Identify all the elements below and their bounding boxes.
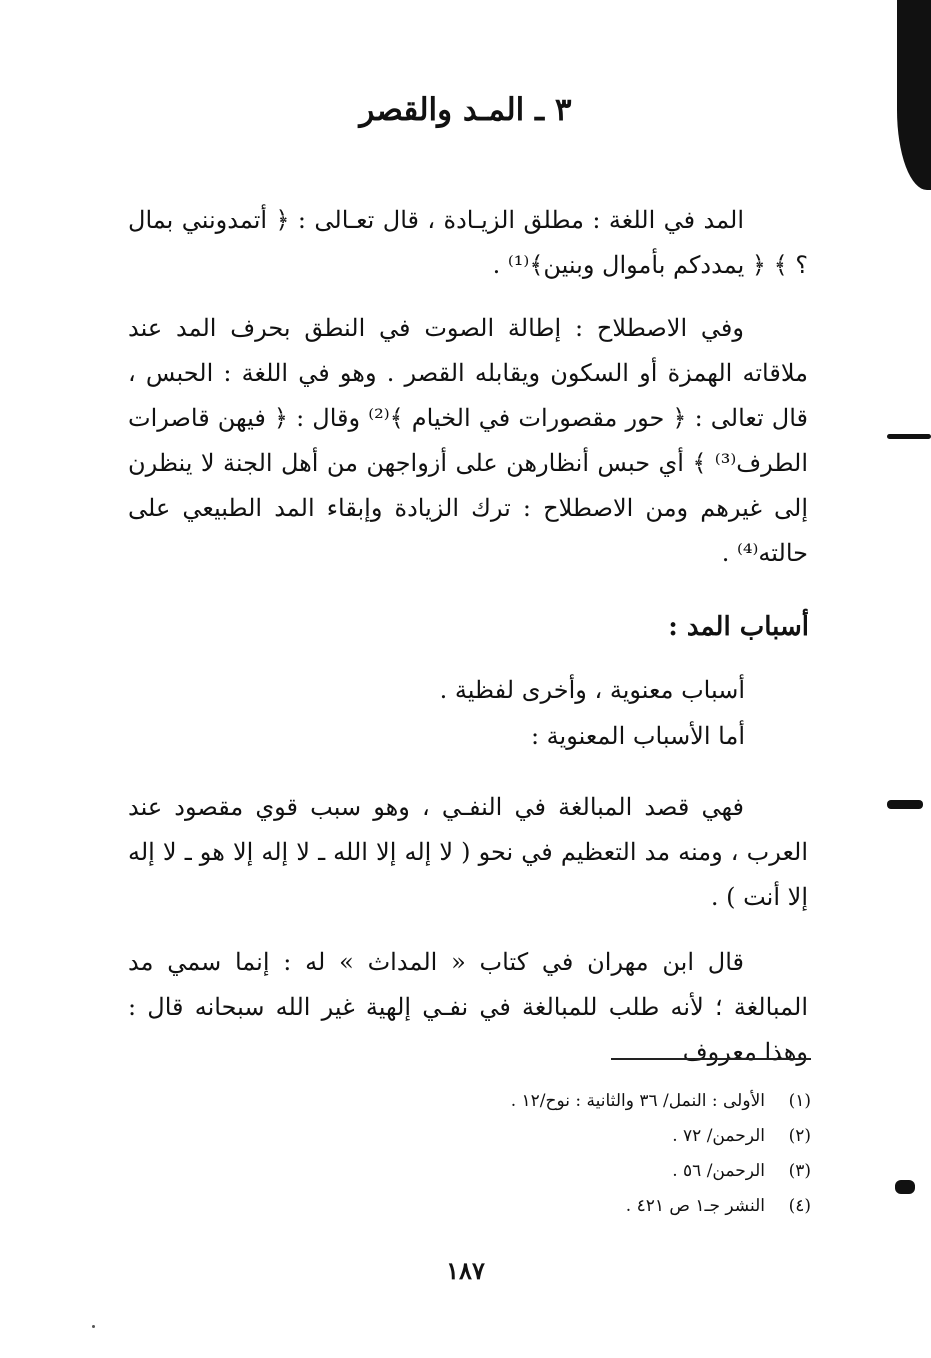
footnote-item — [511, 1189, 811, 1224]
footnote-number: (١) — [788, 1091, 811, 1111]
page-title: ٣ ـ المـد والقصر — [359, 92, 572, 128]
paragraph-definition-madd — [128, 198, 808, 288]
footnote-item — [511, 1119, 811, 1154]
footnote-text: الأولى : النمل/ ٣٦ والثانية : نوح/١٢ . — [510, 1091, 765, 1111]
footnotes-list — [511, 1084, 811, 1224]
footnote-item — [511, 1084, 811, 1119]
page-number: ١٨٧ — [446, 1256, 485, 1285]
scan-edge-mark — [887, 434, 931, 439]
text-line: أما الأسباب المعنوية : — [530, 722, 745, 750]
paragraph-text: وفي الاصطلاح : إطالة الصوت في النطق بحرف المد عند ملاقاته الهمزة أو السكون ويقابله القصر . وهو في اللغة : الحبس ، قال تعالى : ﴿ حور مقصورات في الخيام ﴾⁽²⁾ وقال : ﴿ فيهن قاصرات الطرف⁽³⁾ ﴾ أي حبس أنظارهن على أزواجهن من أهل الجنة لا ينظرن إلى غيرهم ومن الاصطلاح : ترك الزيادة وإبقاء المد الطبيعي على حالته⁽⁴⁾ . — [128, 314, 808, 567]
paragraph-text: المد في اللغة : مطلق الزيـادة ، قال تعـالى : ﴿ أتمدونني بمال ؟ ﴾ ﴿ يمددكم بأموال وبنين﴾⁽¹⁾ . — [128, 206, 808, 279]
section-heading: أسباب المد : — [668, 612, 809, 642]
paragraph-definition-qasr — [128, 306, 808, 576]
footnote-number: (٢) — [788, 1126, 811, 1146]
footnote-divider — [611, 1058, 811, 1060]
paragraph-ibn-mihran — [128, 940, 808, 1075]
footnote-text: الرحمن/ ٥٦ . — [672, 1161, 765, 1181]
footnote-number: (٣) — [788, 1161, 811, 1181]
footnote-text: النشر جـ١ ص ٤٢١ . — [625, 1196, 765, 1216]
footnote-text: الرحمن/ ٧٢ . — [672, 1126, 765, 1146]
text-line: أسباب معنوية ، وأخرى لفظية . — [439, 676, 745, 704]
paragraph-meaning-causes — [128, 785, 808, 920]
scan-edge-mark — [895, 1180, 915, 1194]
footnote-item — [511, 1154, 811, 1189]
paragraph-text: فهي قصد المبالغة في النفـي ، وهو سبب قوي مقصود عند العرب ، ومنه مد التعظيم في نحو ( لا إله إلا الله ـ لا إله إلا هو ـ لا إله إلا أنت ) . — [128, 793, 809, 911]
paragraph-text: قال ابن مهران في كتاب « المداث » له : إنما سمي مد المبالغة ؛ لأنه طلب للمبالغة في نفـي إلهية غير الله سبحانه قال : وهذا معروف — [128, 948, 808, 1066]
scan-edge-mark — [887, 800, 923, 809]
footnote-number: (٤) — [788, 1196, 811, 1216]
scan-speck — [92, 1325, 95, 1328]
